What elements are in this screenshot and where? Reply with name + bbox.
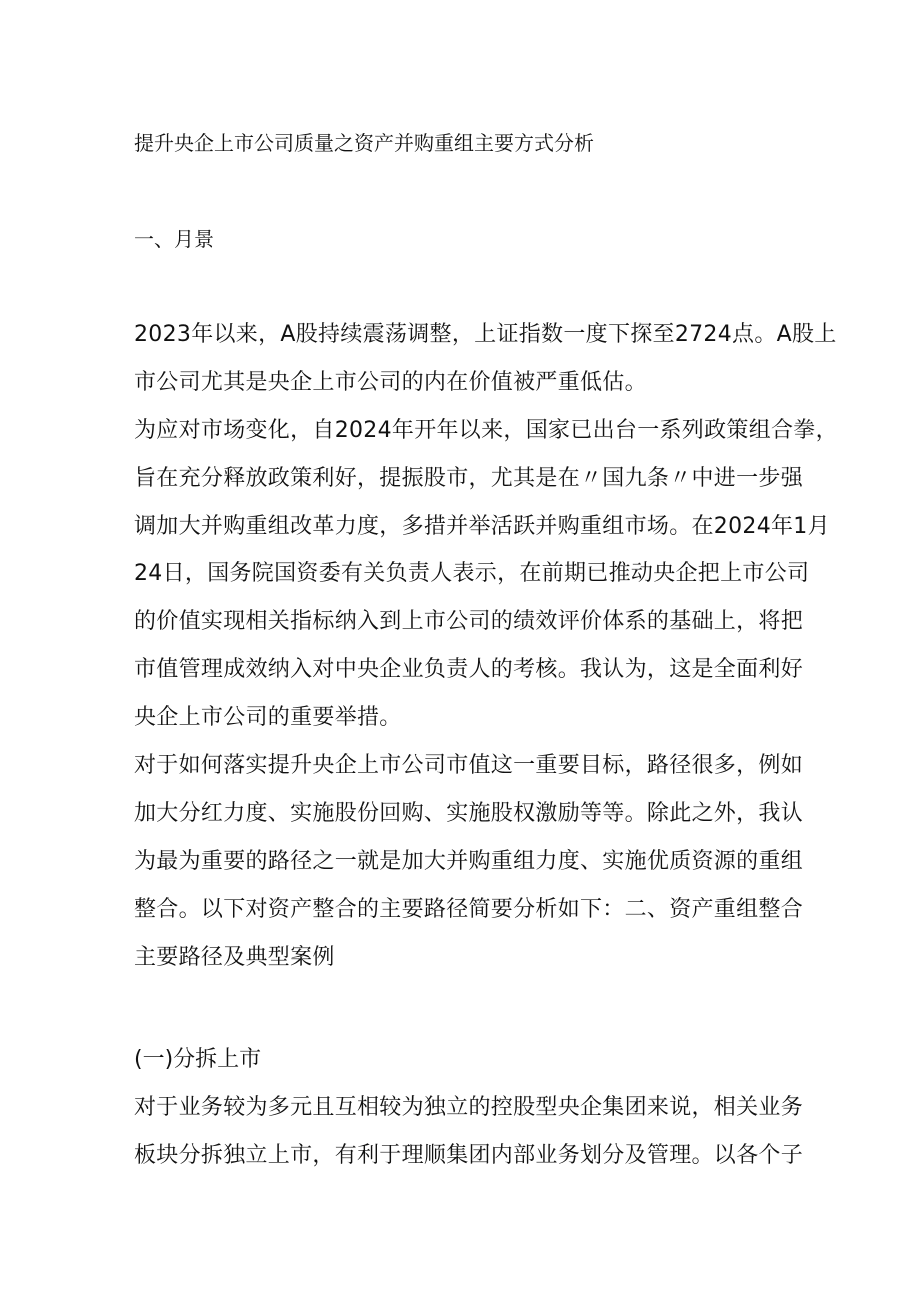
body-line: 市公司尤其是央企上市公司的内在价值被严重低估。 bbox=[134, 369, 647, 395]
body-line: 2023年以来，A股持续震荡调整，上证指数一度下探至2724点。A股上 bbox=[134, 322, 837, 347]
body-line: 旨在充分释放政策利好，提振股市，尤其是在〃国九条〃中进一步强 bbox=[134, 465, 804, 491]
body-line: 对于如何落实提升央企上市公司市值这一重要目标，路径很多，例如 bbox=[134, 753, 804, 779]
body-line: 对于业务较为多元且互相较为独立的控股型央企集团来说，相关业务 bbox=[134, 1095, 804, 1120]
document-title: 提升央企上市公司质量之资产并购重组主要方式分析 bbox=[134, 131, 594, 155]
body-line: 加大分红力度、实施股份回购、实施股权激励等等。除此之外，我认 bbox=[134, 800, 804, 826]
subsection-heading-spinoff: (一)分拆上市 bbox=[134, 1047, 262, 1072]
body-line: 央企上市公司的重要举措。 bbox=[134, 705, 402, 731]
body-text-spinoff bbox=[134, 1091, 804, 1187]
body-line: 市值管理成效纳入对中央企业负责人的考核。我认为，这是全面利好 bbox=[134, 657, 804, 683]
body-line: 为应对市场变化，自2024年开年以来，国家已出台一系列政策组合拳， bbox=[134, 417, 838, 443]
section-heading-background: 一、月景 bbox=[134, 227, 214, 251]
body-line: 主要路径及典型案例 bbox=[134, 944, 335, 970]
body-line: 的价值实现相关指标纳入到上市公司的绩效评价体系的基础上，将把 bbox=[134, 609, 804, 635]
body-line: 为最为重要的路径之一就是加大并购重组力度、实施优质资源的重组 bbox=[134, 848, 804, 874]
body-line: 整合。以下对资产整合的主要路径简要分析如下：二、资产重组整合 bbox=[134, 896, 804, 922]
body-line: 调加大并购重组改革力度，多措并举活跃并购重组市场。在2024年1月 bbox=[134, 513, 830, 539]
body-line: 板块分拆独立上市，有利于理顺集团内部业务划分及管理。以各个子 bbox=[134, 1142, 804, 1168]
body-line: 24日，国务院国资委有关负责人表示，在前期已推动央企把上市公司 bbox=[134, 561, 810, 587]
body-text bbox=[134, 318, 838, 988]
